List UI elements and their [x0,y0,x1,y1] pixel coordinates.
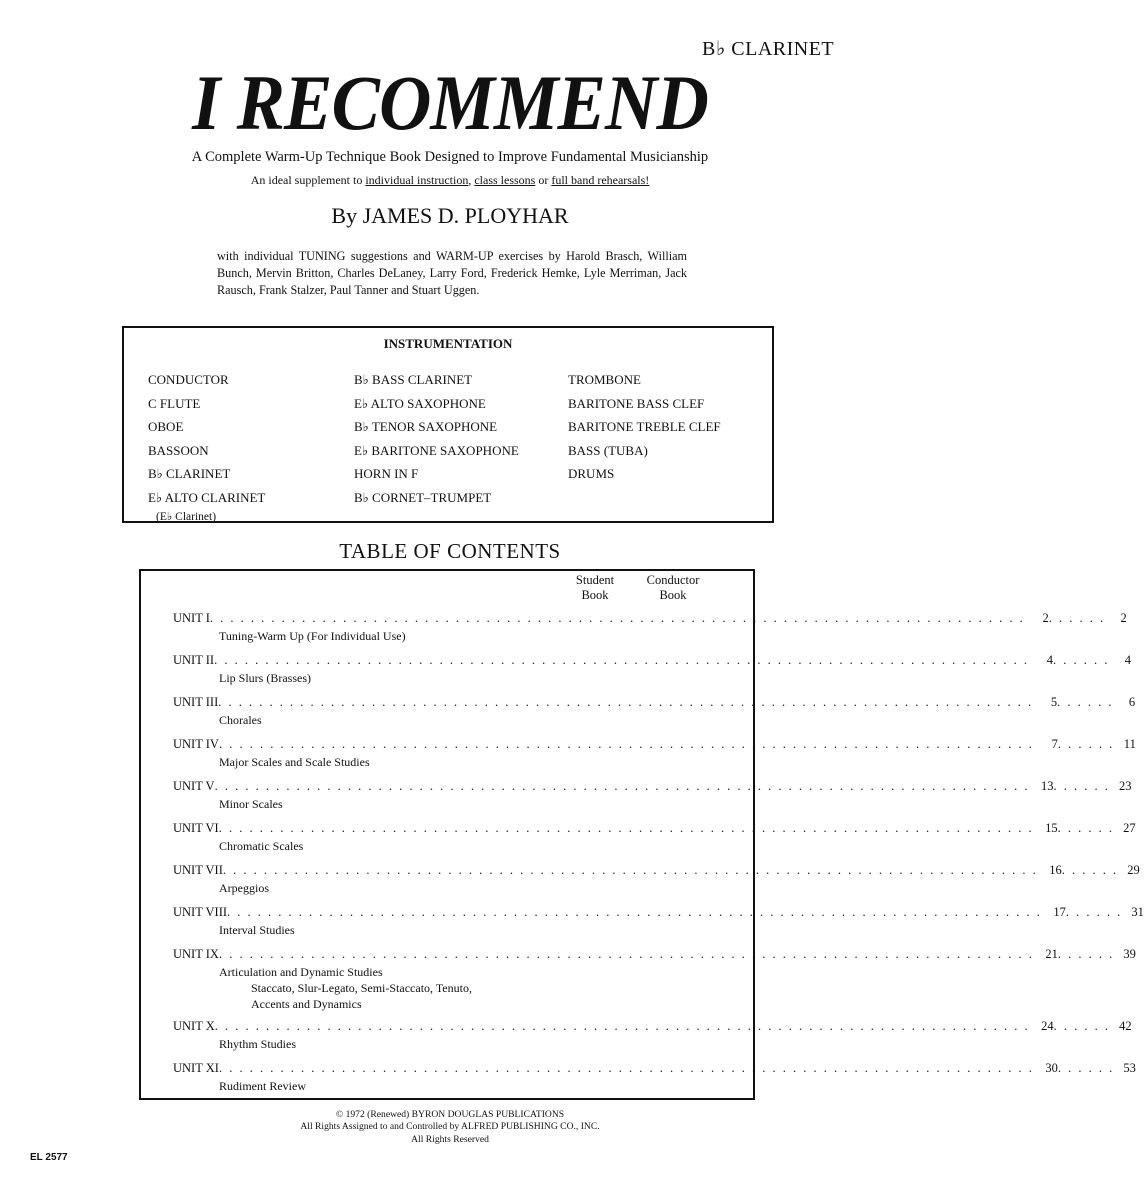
conductor-book-header [635,573,711,603]
unit-name: UNIT V [173,779,215,793]
instrument-item: E♭ ALTO SAXOPHONE [354,395,486,411]
conductor-page: 29 [1127,863,1140,877]
rights-reserved-line: All Rights Reserved [411,1133,489,1145]
unit-detail: Staccato, Slur-Legato, Semi-Staccato, Tenuto, [251,981,472,995]
dot-leader: . . . . . . [1057,821,1114,835]
supplement-line [0,173,900,188]
student-page: 13 [1040,779,1054,793]
instrument-item: B♭ CLARINET [148,466,231,482]
toc-line [173,1061,1136,1078]
dot-leader: . . . . . . . . . . . . . . . . . . . . . . . . . . . . . . . . . . . . . . . . . . . . . . . . . . . . . . . . . . . . . . . . . . . . . . . . . . . . . . . . [227,905,1042,919]
unit-description: Rudiment Review [219,1079,306,1093]
toc-entry [173,1019,1132,1052]
subtitle: A Complete Warm-Up Technique Book Designed to Improve Fundamental Musicianship [191,149,709,165]
copyright-notice [0,1109,900,1146]
unit-detail: Accents and Dynamics [251,997,362,1011]
unit-description: Chromatic Scales [219,839,304,853]
conductor-page: 11 [1123,737,1136,751]
supplement-comma: , [468,173,472,187]
toc-line [173,779,1132,796]
dot-leader: . . . . . . [1057,737,1115,751]
toc-entry [173,737,1136,770]
unit-description: Articulation and Dynamic Studies [219,965,383,979]
student-head-line1: Student [575,573,615,587]
dot-leader: . . . . . . . . . . . . . . . . . . . . . . . . . . . . . . . . . . . . . . . . . . . . . . . . . . . . . . . . . . . . . . . . . . . . . . . . . . . . . . . . [214,1019,1030,1033]
conductor-page: 4 [1124,653,1131,667]
student-page: 21 [1045,947,1058,961]
conductor-page: 31 [1131,905,1144,919]
toc-line [173,611,1127,628]
instrument-item: BARITONE TREBLE CLEF [568,419,721,435]
unit-description: Arpeggios [219,881,269,895]
toc-line [173,905,1144,922]
supplement-prefix: An ideal supplement to [250,173,363,187]
supplement-class: class lessons [474,173,536,187]
unit-name: UNIT III [173,695,219,709]
student-page: 5 [1050,695,1058,709]
instrument-item: CONDUCTOR [148,372,229,387]
instrument-item: DRUMS [568,466,615,482]
unit-name: UNIT II [173,653,215,667]
instrument-item: B♭ TENOR SAXOPHONE [354,419,498,435]
student-page: 7 [1051,737,1058,751]
unit-name: UNIT VI [173,821,219,835]
toc-line [173,695,1136,712]
instrument-item: BASS (TUBA) [568,442,648,458]
toc-entry [173,905,1144,938]
toc-entry [173,653,1131,686]
toc-box [139,569,1144,1100]
dot-leader: . . . . . . . . . . . . . . . . . . . . . . . . . . . . . . . . . . . . . . . . . . . . . . . . . . . . . . . . . . . . . . . . . . . . . . . . . . . . . . . . [218,947,1034,961]
unit-description: Interval Studies [219,923,295,937]
toc-entry [173,779,1132,812]
instrumentation-heading: INSTRUMENTATION [383,336,513,351]
student-page: 16 [1049,863,1062,877]
alto-clarinet-note: (E♭ Clarinet) [156,510,217,523]
conductor-page: 23 [1118,779,1132,793]
author: By JAMES D. PLOYHAR [331,203,569,228]
instrument-item: E♭ BARITONE SAXOPHONE [354,442,519,458]
toc-entry [173,863,1140,896]
unit-name: UNIT XI [173,1061,219,1075]
student-page: 15 [1045,821,1058,835]
instrument-item: BASSOON [148,442,209,458]
supplement-or: or [538,173,549,187]
supplement-band: full band rehearsals! [551,173,650,187]
student-head-line2: Book [581,588,609,602]
toc-entry [173,821,1136,854]
rights-assigned-line: All Rights Assigned to and Controlled by ALFRED PUBLISHING CO., INC. [300,1121,600,1133]
dot-leader: . . . . . . [1057,947,1115,961]
unit-name: UNIT X [173,1019,215,1033]
instrument-item: C FLUTE [148,395,201,411]
unit-name: UNIT VIII [173,905,228,919]
toc-line [173,821,1136,838]
toc-line [173,737,1136,754]
instrument-item: TROMBONE [568,372,641,387]
dot-leader: . . . . . . [1057,1061,1115,1075]
instrumentation-column-2 [354,368,519,510]
toc-line [173,1019,1132,1036]
dot-leader: . . . . . . [1061,863,1119,877]
unit-description: Chorales [219,713,262,727]
dot-leader: . . . . . . . . . . . . . . . . . . . . . . . . . . . . . . . . . . . . . . . . . . . . . . . . . . . . . . . . . . . . . . . . . . . . . . . . . . . . . . . . [218,1061,1034,1075]
instrument-item: B♭ CORNET–TRUMPET [354,489,492,505]
unit-name: UNIT VII [173,863,223,877]
conductor-page: 6 [1128,695,1136,709]
unit-name: UNIT IV [173,737,219,751]
toc-line [173,863,1140,880]
instrumentation-column-3 [568,368,721,486]
dot-leader: . . . . . . . . . . . . . . . . . . . . . . . . . . . . . . . . . . . . . . . . . . . . . . . . . . . . . . . . . . . . . . . . . . . . . . . . . . . . . . . . [222,863,1038,877]
copyright-line: © 1972 (Renewed) BYRON DOUGLAS PUBLICATIONS [335,1109,565,1120]
student-page: 24 [1041,1019,1054,1033]
conductor-page: 39 [1123,947,1136,961]
conductor-head-line2: Book [659,588,687,602]
instrumentation-column-1 [148,368,265,524]
student-page: 2 [1042,611,1049,625]
instrumentation-box [122,326,774,523]
toc-line [173,653,1131,670]
instrument-item: HORN IN F [354,466,419,482]
instrument-item: E♭ ALTO CLARINET [148,489,266,505]
student-page: 4 [1046,653,1053,667]
instrument-label: B♭ CLARINET [702,38,835,60]
toc-entry [173,1061,1136,1094]
instrument-item: B♭ BASS CLARINET [354,372,473,387]
unit-description: Tuning-Warm Up (For Individual Use) [219,629,406,643]
unit-description: Major Scales and Scale Studies [219,755,370,769]
dot-leader: . . . . . . [1053,1019,1111,1033]
supplement-individual: individual instruction [365,173,469,187]
dot-leader: . . . . . . [1053,779,1110,793]
unit-description: Minor Scales [219,797,283,811]
toc-entry [173,611,1127,644]
dot-leader: . . . . . . [1048,611,1106,625]
conductor-page: 2 [1120,611,1127,625]
credits-paragraph: with individual TUNING suggestions and WARM-UP exercises by Harold Brasch, William Bunch, Mervin Britton, Charles DeLaney, Larry Ford, Frederick Hemke, Lyle Merriman, Jack Rausch, Frank Stalzer, Paul Tanner and Stuart Uggen. [217,249,687,297]
unit-name: UNIT I [173,611,210,625]
student-page: 17 [1053,905,1066,919]
dot-leader: . . . . . . [1065,905,1123,919]
student-book-header [559,573,631,603]
page-title: I RECOMMEND [192,59,708,146]
toc-entry [173,947,1136,1012]
student-page: 30 [1045,1061,1058,1075]
toc-line [173,947,1136,964]
conductor-page: 42 [1119,1019,1132,1033]
instrument-item: BARITONE BASS CLEF [568,395,705,411]
dot-leader: . . . . . . . . . . . . . . . . . . . . . . . . . . . . . . . . . . . . . . . . . . . . . . . . . . . . . . . . . . . . . . . . . . . . . . . . . . . . . . . . [214,779,1030,793]
unit-name: UNIT IX [173,947,219,961]
toc-title: TABLE OF CONTENTS [339,539,561,563]
toc-entry [173,695,1136,728]
dot-leader: . . . . . . . . . . . . . . . . . . . . . . . . . . . . . . . . . . . . . . . . . . . . . . . . . . . . . . . . . . . . . . . . . . . . . . . . . . . . . . . . [218,695,1034,709]
unit-description: Rhythm Studies [219,1037,297,1051]
dot-leader: . . . . . . [1052,653,1110,667]
dot-leader: . . . . . . . . . . . . . . . . . . . . . . . . . . . . . . . . . . . . . . . . . . . . . . . . . . . . . . . . . . . . . . . . . . . . . . . . . . . . . . . . [209,611,1025,625]
conductor-page: 27 [1123,821,1136,835]
catalog-number: EL 2577 [30,1152,68,1163]
conductor-page: 53 [1123,1061,1136,1075]
instrument-item: OBOE [148,419,184,435]
dot-leader: . . . . . . . . . . . . . . . . . . . . . . . . . . . . . . . . . . . . . . . . . . . . . . . . . . . . . . . . . . . . . . . . . . . . . . . . . . . . . . . . [218,821,1034,835]
dot-leader: . . . . . . [1057,695,1114,709]
dot-leader: . . . . . . . . . . . . . . . . . . . . . . . . . . . . . . . . . . . . . . . . . . . . . . . . . . . . . . . . . . . . . . . . . . . . . . . . . . . . . . . . [214,653,1029,667]
conductor-head-line1: Conductor [646,573,700,587]
dot-leader: . . . . . . . . . . . . . . . . . . . . . . . . . . . . . . . . . . . . . . . . . . . . . . . . . . . . . . . . . . . . . . . . . . . . . . . . . . . . . . . . [218,737,1034,751]
unit-description: Lip Slurs (Brasses) [219,671,311,685]
